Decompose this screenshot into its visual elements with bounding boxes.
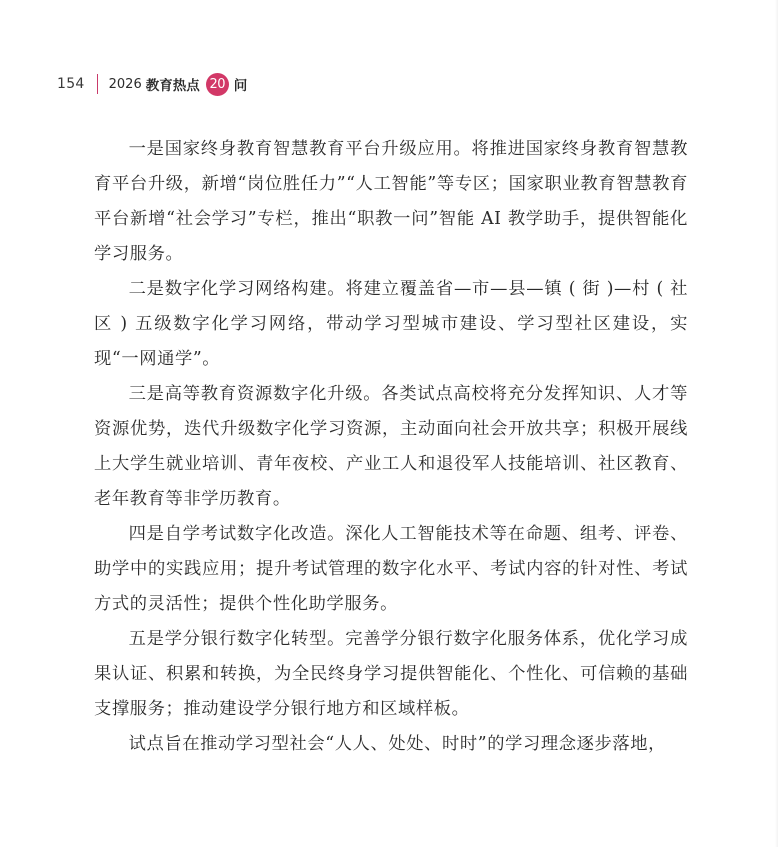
book-year: 2026 xyxy=(108,76,142,92)
page-header xyxy=(57,72,247,96)
page-number: 154 xyxy=(57,76,85,92)
book-topic: 教育热点 xyxy=(145,78,200,94)
header-divider xyxy=(97,74,98,94)
paragraph-pilot-goal: 试点旨在推动学习型社会“人人、处处、时时”的学习理念逐步落地， xyxy=(128,734,667,754)
paragraph-higher-education-resources: 三是高等教育资源数字化升级。各类试点高校将充分发挥知识、人才等资源优势，迭代升级数字化学习资源，主动面向社会开放共享；积极开展线上大学生就业培训、青年夜校、产业工人和退役军人技能培训、社区教育、老年教育等非学历教育。 xyxy=(94,384,688,509)
paragraph-platform-upgrade: 一是国家终身教育智慧教育平台升级应用。将推进国家终身教育智慧教育平台升级，新增“岗位胜任力”“人工智能”等专区；国家职业教育智慧教育平台新增“社会学习”专栏，推出“职教一问”智能 AI 教学助手，提供智能化学习服务。 xyxy=(94,139,688,264)
paragraph-learning-network: 二是数字化学习网络构建。将建立覆盖省—市—县—镇 ( 街 )—村 ( 社区 ) 五级数字化学习网络，带动学习型城市建设、学习型社区建设，实现“一网通学”。 xyxy=(94,279,688,369)
book-suffix: 问 xyxy=(233,78,248,94)
body-text xyxy=(94,132,688,762)
paragraph-credit-bank: 五是学分银行数字化转型。完善学分银行数字化服务体系，优化学习成果认证、积累和转换，为全民终身学习提供智能化、个性化、可信赖的基础支撑服务；推动建设学分银行地方和区域样板。 xyxy=(94,629,688,719)
paragraph-self-study-exam: 四是自学考试数字化改造。深化人工智能技术等在命题、组考、评卷、助学中的实践应用；提升考试管理的数字化水平、考试内容的针对性、考试方式的灵活性；提供个性化助学服务。 xyxy=(94,524,688,614)
number-badge: 20 xyxy=(206,73,229,96)
book-title xyxy=(109,73,248,96)
